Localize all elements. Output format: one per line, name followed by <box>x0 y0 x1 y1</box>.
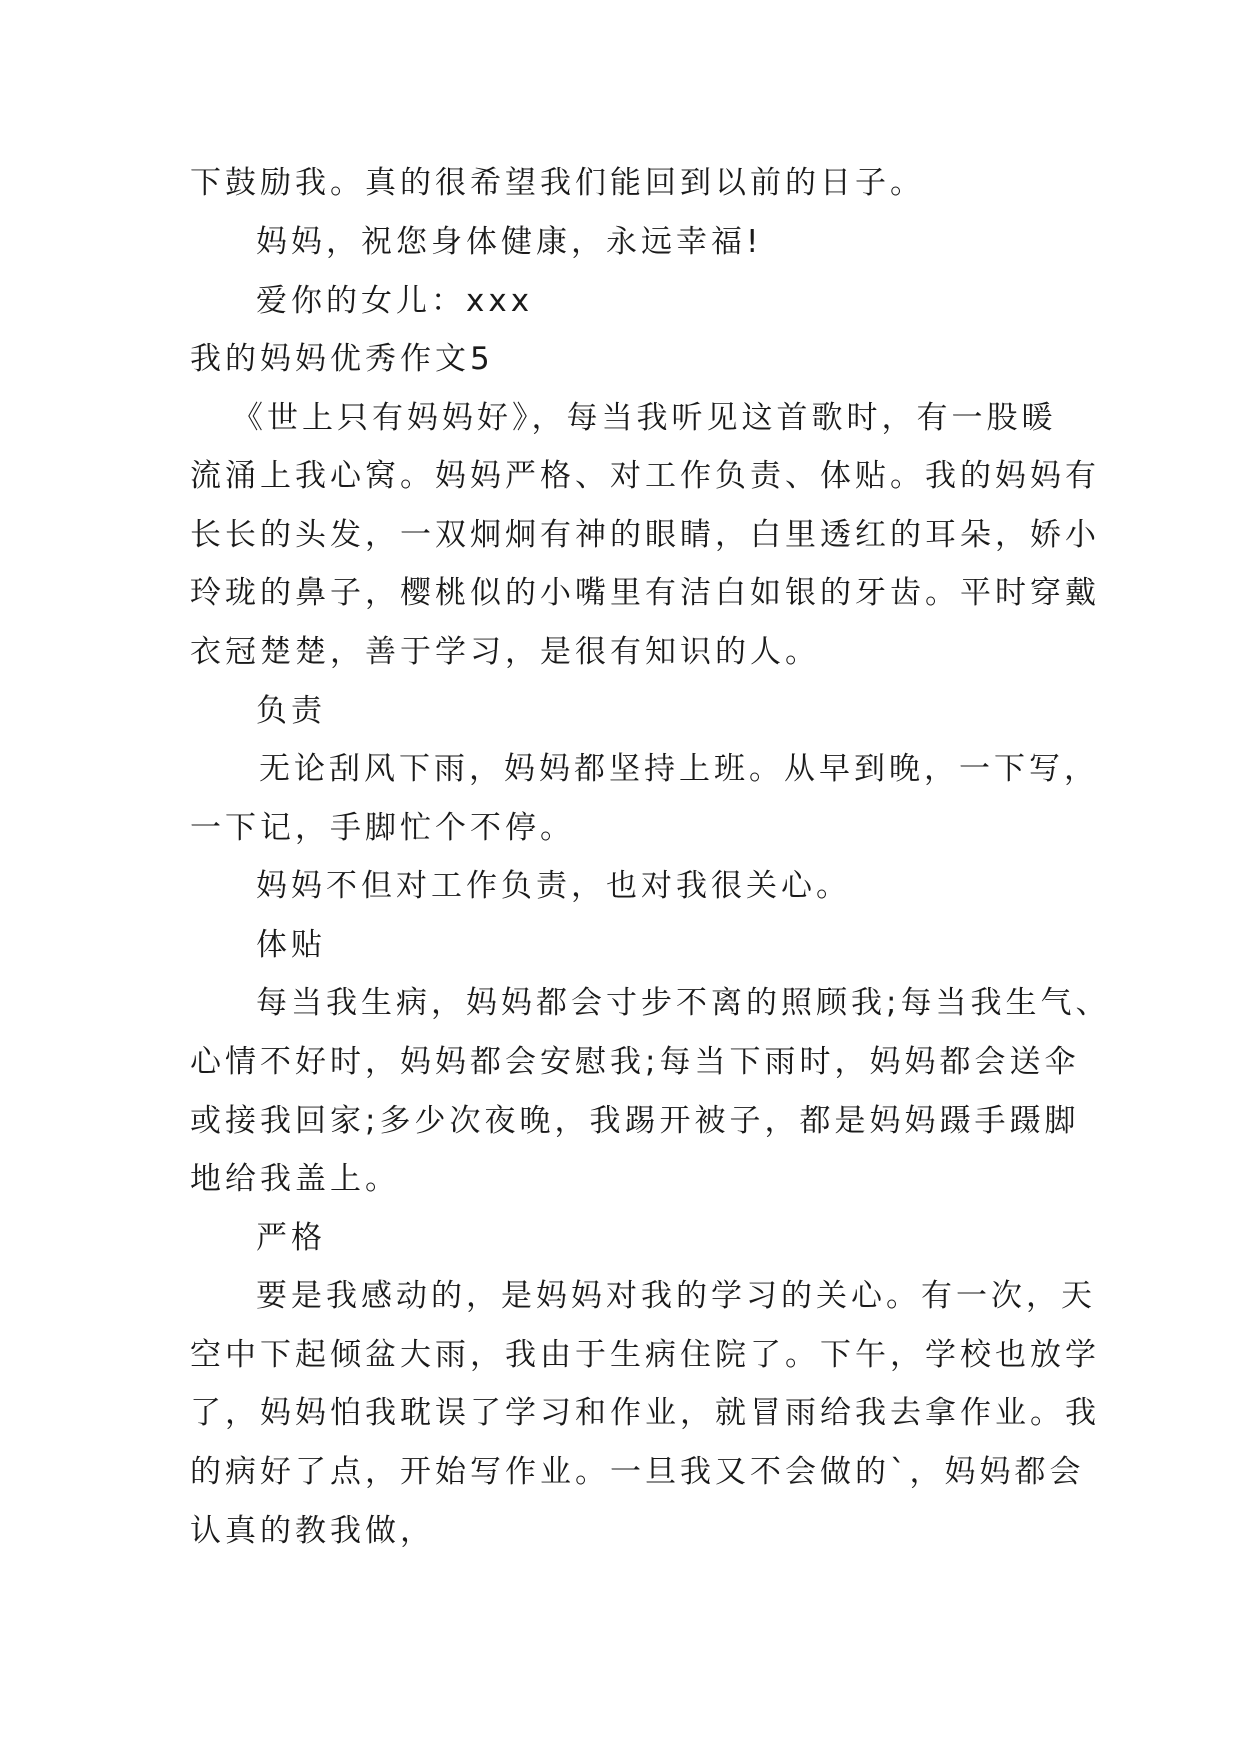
text-line: 的病好了点，开始写作业。一旦我又不会做的`，妈妈都会 <box>190 1454 1085 1490</box>
text-line: 妈妈不但对工作负责，也对我很关心。 <box>256 868 851 904</box>
text-line: 认真的教我做， <box>190 1513 435 1549</box>
text-line: 了，妈妈怕我耽误了学习和作业，就冒雨给我去拿作业。我 <box>190 1395 1100 1431</box>
text-line: 《世上只有妈妈好》，每当我听见这首歌时，有一股暖 <box>232 400 1057 436</box>
text-line: 无论刮风下雨，妈妈都坚持上班。从早到晚，一下写， <box>259 751 1099 787</box>
text-line: 心情不好时，妈妈都会安慰我;每当下雨时，妈妈都会送伞 <box>190 1044 1080 1080</box>
text-line: 地给我盖上。 <box>190 1161 400 1197</box>
text-line: 妈妈，祝您身体健康，永远幸福! <box>256 224 763 260</box>
text-line: 流涌上我心窝。妈妈严格、对工作负责、体贴。我的妈妈有 <box>190 458 1100 494</box>
text-line: 爱你的女儿：xxx <box>256 283 534 319</box>
text-line: 空中下起倾盆大雨，我由于生病住院了。下午，学校也放学 <box>190 1337 1100 1373</box>
text-line: 或接我回家;多少次夜晚，我踢开被子，都是妈妈蹑手蹑脚 <box>190 1103 1080 1139</box>
subheading: 负责 <box>256 693 326 729</box>
text-line: 长长的头发，一双炯炯有神的眼睛，白里透红的耳朵，娇小 <box>190 517 1100 553</box>
text-line: 衣冠楚楚，善于学习，是很有知识的人。 <box>190 634 820 670</box>
text-line: 要是我感动的，是妈妈对我的学习的关心。有一次，天 <box>256 1278 1096 1314</box>
subheading: 体贴 <box>256 927 326 963</box>
text-line: 每当我生病，妈妈都会寸步不离的照顾我;每当我生气、 <box>256 985 1111 1021</box>
text-line: 玲珑的鼻子，樱桃似的小嘴里有洁白如银的牙齿。平时穿戴 <box>190 575 1100 611</box>
text-line: 一下记，手脚忙个不停。 <box>190 810 575 846</box>
subheading: 严格 <box>256 1220 326 1256</box>
text-line: 下鼓励我。真的很希望我们能回到以前的日子。 <box>190 165 925 201</box>
section-heading: 我的妈妈优秀作文5 <box>190 341 494 377</box>
